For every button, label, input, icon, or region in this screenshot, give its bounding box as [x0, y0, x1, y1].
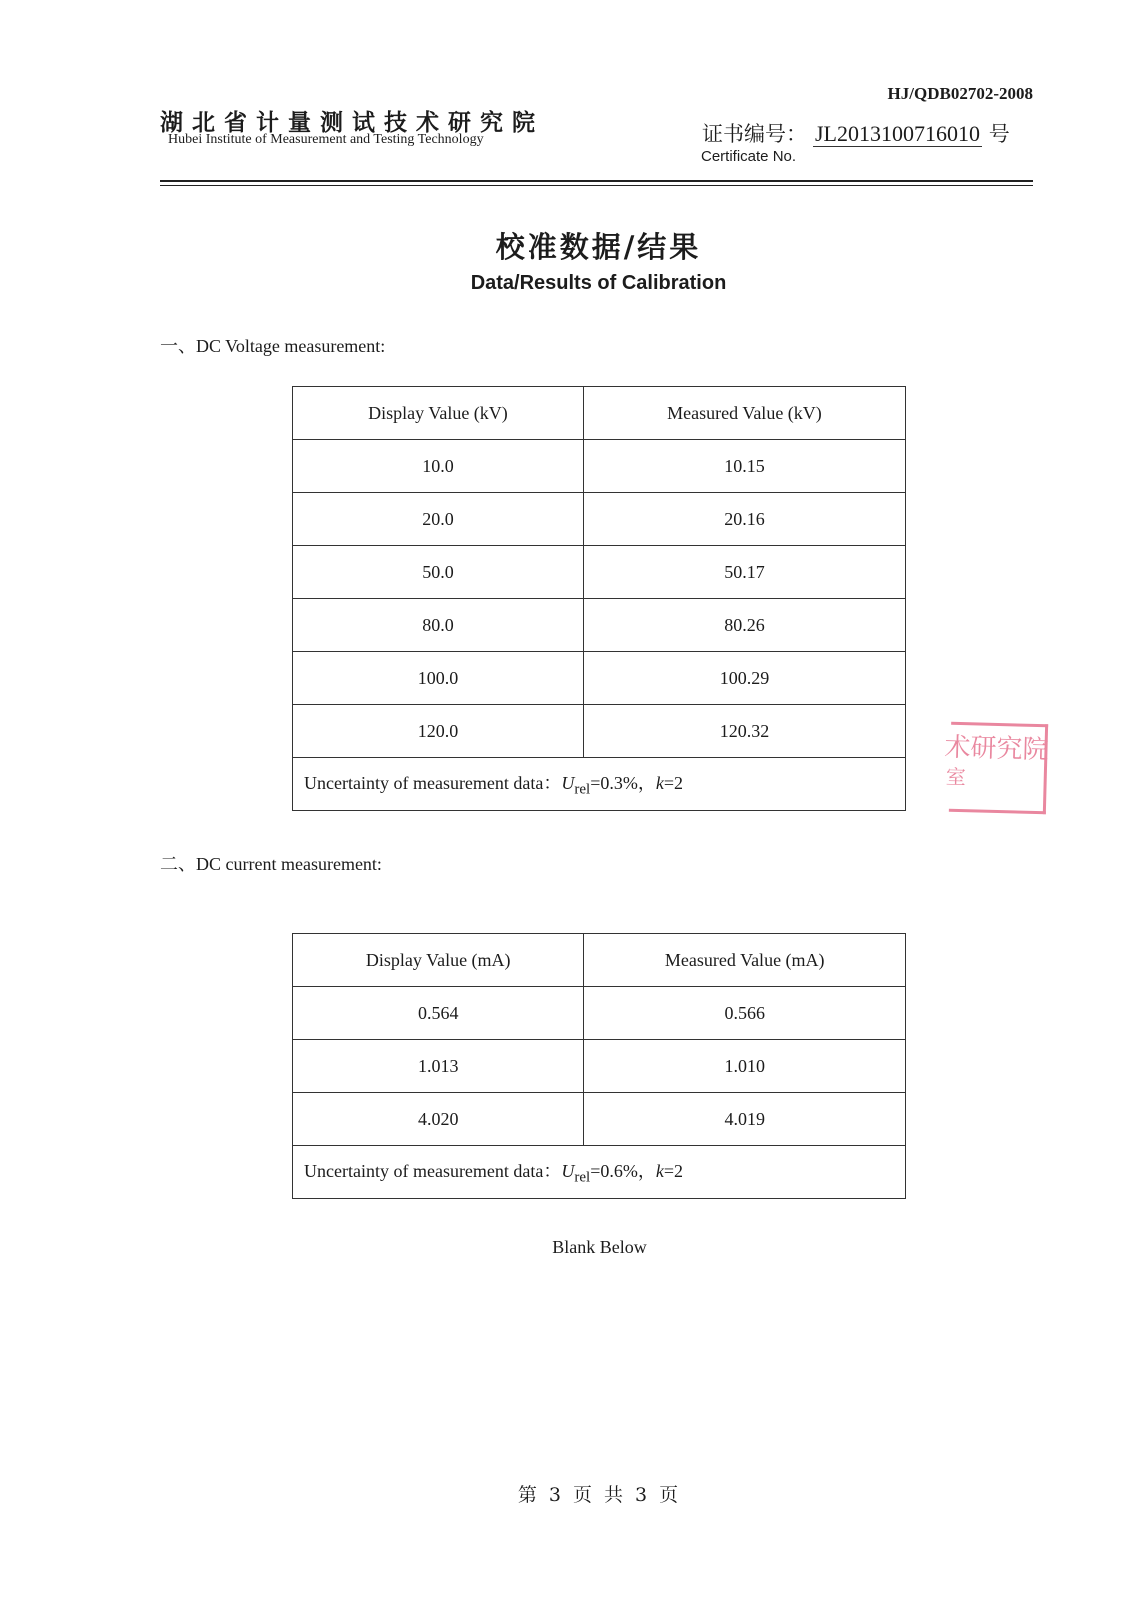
measured-value: 1.010 [584, 1040, 906, 1093]
col-measured-header: Measured Value (kV) [583, 387, 905, 440]
page-title-cn: 校准数据/结果 [495, 230, 702, 264]
voltage-section-heading: 一、DC Voltage measurement: [160, 336, 386, 356]
table-row [293, 1093, 906, 1146]
measured-value: 20.16 [583, 493, 905, 546]
table-header-row [293, 934, 906, 987]
display-value: 20.0 [293, 493, 584, 546]
table-row [293, 546, 906, 599]
display-value: 100.0 [293, 652, 584, 705]
measured-value: 120.32 [583, 705, 905, 758]
uncertainty-label: Uncertainty of measurement data： [304, 1161, 562, 1182]
display-value: 1.013 [293, 1040, 584, 1093]
uncertainty-row [293, 1146, 906, 1199]
table-row [293, 493, 906, 546]
certificate-number-line [702, 118, 1010, 148]
page-title-en: Data/Results of Calibration [470, 272, 727, 294]
stamp-text-line1: 术研究院 [944, 732, 1049, 766]
uncertainty-cell [293, 758, 906, 811]
uncertainty-subscript: rel [574, 1169, 591, 1186]
cert-suffix: 号 [988, 122, 1010, 146]
measured-value: 80.26 [583, 599, 905, 652]
institute-name-en: Hubei Institute of Measurement and Testing Technology [168, 132, 484, 147]
table-row [293, 652, 906, 705]
measured-value: 50.17 [583, 546, 905, 599]
display-value: 0.564 [293, 987, 584, 1040]
header-rule-thin [160, 185, 1033, 186]
current-section-heading: 二、DC current measurement: [160, 854, 382, 874]
display-value: 10.0 [293, 440, 584, 493]
uncertainty-value: =0.3%， [590, 773, 656, 794]
cert-label-cn: 证书编号 [702, 122, 786, 146]
measured-value: 4.019 [584, 1093, 906, 1146]
blank-below-note: Blank Below [552, 1237, 647, 1257]
table-row [293, 599, 906, 652]
k-symbol: k [655, 1161, 664, 1182]
measured-value: 0.566 [584, 987, 906, 1040]
cert-number: JL2013100716010 [815, 121, 980, 146]
k-value: =2 [663, 1161, 684, 1182]
table-row [293, 440, 906, 493]
col-display-header: Display Value (mA) [293, 934, 584, 987]
uncertainty-value: =0.6%， [590, 1161, 656, 1182]
current-table [292, 933, 906, 1199]
uncertainty-symbol: U [561, 773, 575, 794]
display-value: 50.0 [293, 546, 584, 599]
uncertainty-subscript: rel [574, 781, 591, 798]
display-value: 120.0 [293, 705, 584, 758]
cert-colon: ： [786, 122, 807, 146]
col-measured-header: Measured Value (mA) [584, 934, 906, 987]
table-row [293, 705, 906, 758]
measured-value: 10.15 [583, 440, 905, 493]
voltage-table [292, 386, 906, 811]
col-display-header: Display Value (kV) [293, 387, 584, 440]
display-value: 4.020 [293, 1093, 584, 1146]
uncertainty-row [293, 758, 906, 811]
page-number-footer: 第 3 页 共 3 页 [517, 1484, 682, 1506]
header-rule-thick [160, 180, 1033, 182]
table-row [293, 987, 906, 1040]
official-seal-stamp [944, 722, 1049, 815]
standard-code: HJ/QDB02702-2008 [887, 84, 1033, 103]
table-header-row [293, 387, 906, 440]
measured-value: 100.29 [583, 652, 905, 705]
uncertainty-symbol: U [561, 1161, 575, 1182]
uncertainty-label: Uncertainty of measurement data： [304, 773, 562, 794]
institute-name-cn: 湖北省计量测试技术研究院 [160, 109, 544, 136]
k-symbol: k [655, 773, 664, 794]
table-row [293, 1040, 906, 1093]
cert-label-en: Certificate No. [701, 148, 797, 165]
display-value: 80.0 [293, 599, 584, 652]
stamp-text-line2: 室 [945, 764, 967, 790]
k-value: =2 [663, 773, 684, 794]
uncertainty-cell [293, 1146, 906, 1199]
